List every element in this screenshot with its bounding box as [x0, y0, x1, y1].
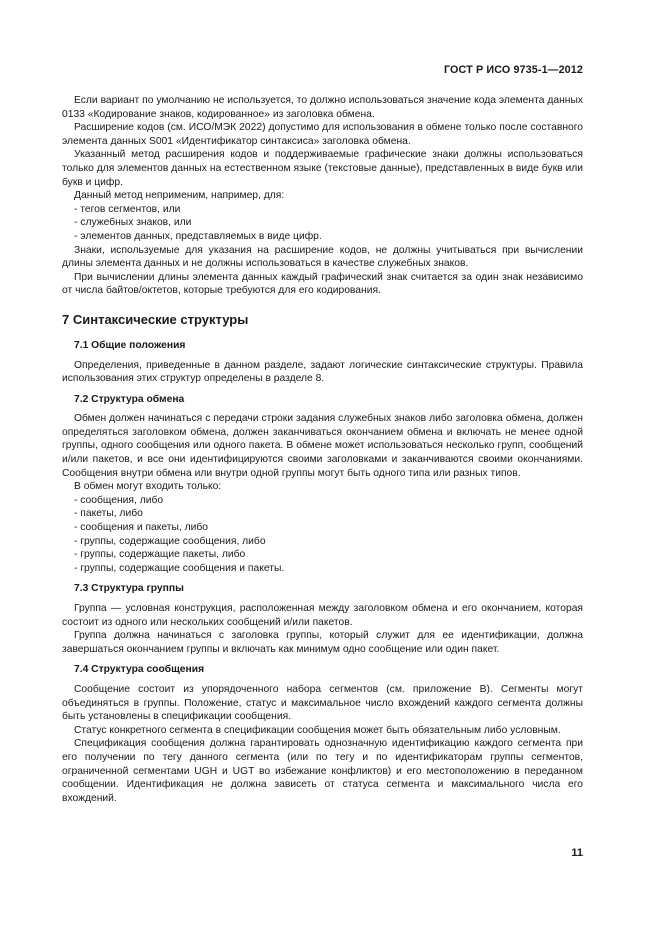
- list-item: - пакеты, либо: [74, 508, 143, 520]
- list-item: - элементов данных, представляемых в виде цифр.: [74, 230, 322, 242]
- paragraph: Если вариант по умолчанию не используется, то должно использоваться значение кода элемента данных 0133 «Кодирование знаков, кодированное» из заголовка обмена.: [62, 95, 583, 120]
- paragraph: Сообщение состоит из упорядоченного набора сегментов (см. приложение В). Сегменты могут объединяться в группы. Положение, статус и максимальное число вхождений каждого сегмента должны быть установлены в спецификации сообщения.: [62, 683, 583, 723]
- paragraph: Расширение кодов (см. ИСО/МЭК 2022) допустимо для использования в обмене только после составного элемента данных S001 «Идентификатор синтаксиса» заголовка обмена.: [62, 122, 583, 147]
- subsection-title: 7.4 Структура сообщения: [74, 664, 205, 676]
- list-item: - группы, содержащие сообщения, либо: [74, 535, 266, 547]
- list-item: - тегов сегментов, или: [74, 203, 181, 215]
- list-item: - сообщения, либо: [74, 494, 164, 506]
- paragraph: Знаки, используемые для указания на расширение кодов, не должны учитываться при вычислении длины элемента данных и не должны использоваться в качестве служебных знаков.: [62, 244, 583, 270]
- document-header: ГОСТ Р ИСО 9735-1—2012: [443, 64, 583, 76]
- subsection-title: 7.3 Структура группы: [74, 583, 184, 595]
- section-title: 7 Синтаксические структуры: [62, 311, 249, 327]
- subsection-title: 7.1 Общие положения: [74, 339, 186, 351]
- list-item: - группы, содержащие пакеты, либо: [74, 549, 246, 561]
- list-item: - сообщения и пакеты, либо: [74, 522, 209, 534]
- subsection-title: 7.2 Структура обмена: [74, 393, 185, 405]
- paragraph: Группа — условная конструкция, расположенная между заголовком обмена и его окончанием, которая состоит из одного или нескольких сообщений и/или пакетов.: [62, 603, 583, 628]
- paragraph: Статус конкретного сегмента в спецификации сообщения может быть обязательным либо условным.: [74, 724, 561, 736]
- paragraph: Определения, приведенные в данном разделе, задают логические синтаксические структуры. Правила использования этих структур определены в разделе 8.: [62, 359, 583, 385]
- list-item: - служебных знаков, или: [74, 217, 192, 229]
- paragraph: Группа должна начинаться с заголовка группы, который служит для ее идентификации, должна завершаться окончанием группы и включать как минимум одно сообщение или один пакет.: [62, 630, 583, 655]
- paragraph: Обмен должен начинаться с передачи строки задания служебных знаков либо заголовка обмена, должен определяться заголовком обмена, должен заканчиваться окончанием обмена и включать не менее одной группы, одного сообщения или одного пакета. В обмене может использоваться несколько групп, сообщений и/или пакетов, и все они идентифицируются своими заголовками и заканчиваются своими окончаниями. Сообщения внутри обмена или внутри одной группы могут быть одного типа или разных типов.: [62, 413, 583, 479]
- document-body: [62, 94, 583, 805]
- list-item: - группы, содержащие сообщения и пакеты.: [74, 562, 285, 574]
- paragraph: В обмен могут входить только:: [74, 481, 222, 493]
- paragraph: Данный метод неприменим, например, для:: [74, 190, 285, 202]
- paragraph: Спецификация сообщения должна гарантировать однозначную идентификацию каждого сегмента при его получении по тегу данного сегмента (или по тегу и по идентификаторам группы сегментов, ограниченной сегментами UGH и UGT во избежание конфликтов) и его местоположению в переданном сообщении. Идентификация не должна зависеть от статуса сегмента и максимального числа его вхождений.: [62, 738, 583, 804]
- paragraph: При вычислении длины элемента данных каждый графический знак считается за один знак независимо от числа байтов/октетов, которые требуются для его кодирования.: [62, 271, 583, 297]
- page-number: 11: [571, 847, 583, 859]
- paragraph: Указанный метод расширения кодов и поддерживаемые графические знаки должны использоваться только для элементов данных на естественном языке (текстовые данные), представленных в виде букв или букв и цифр.: [62, 149, 583, 188]
